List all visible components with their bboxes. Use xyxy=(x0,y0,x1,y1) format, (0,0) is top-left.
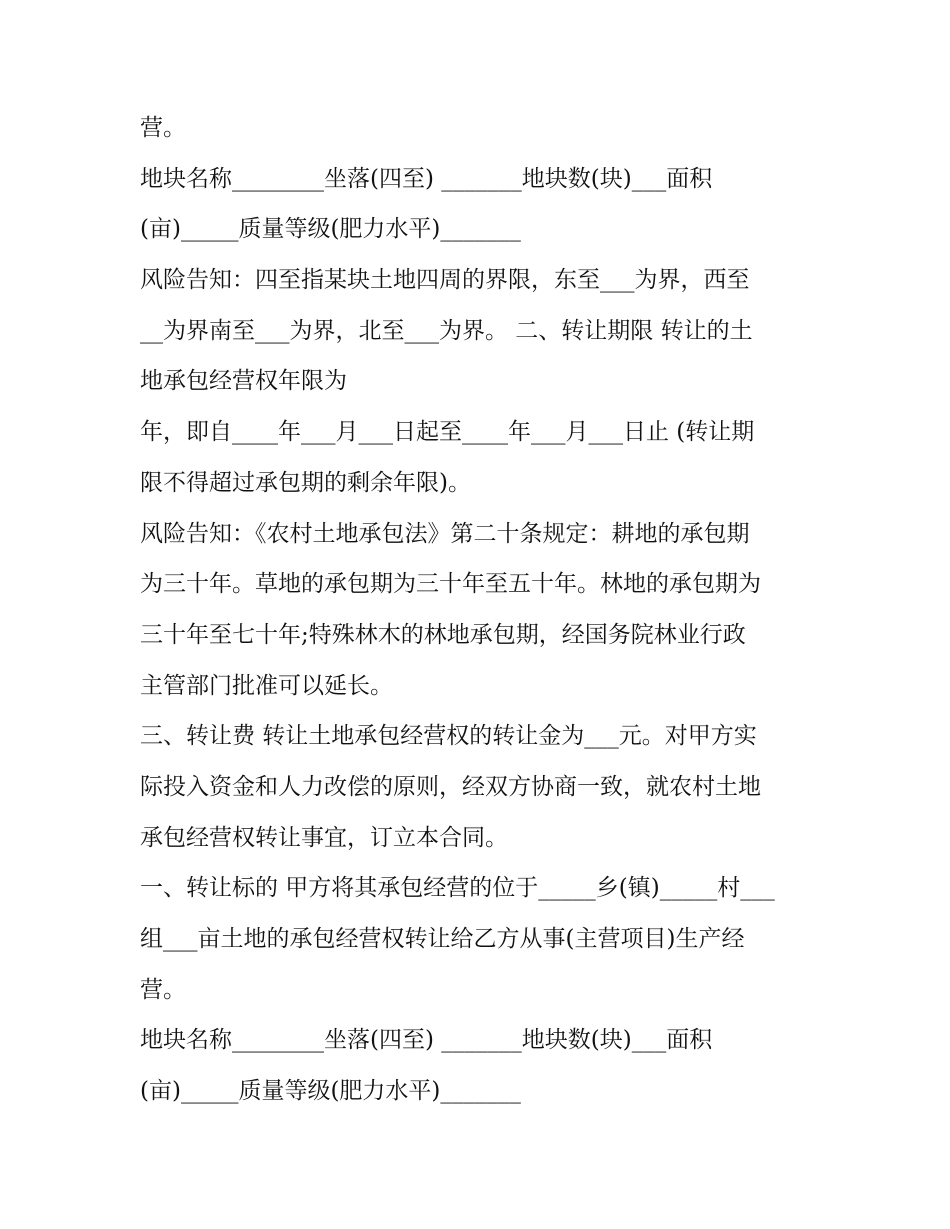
text-line: (亩)_____质量等级(肥力水平)_______ xyxy=(140,216,521,243)
text-line: 承包经营权转让事宜，订立本合同。 xyxy=(140,824,508,851)
text-line: 三十年至七十年;特殊林木的林地承包期，经国务院林业行政 xyxy=(140,621,746,648)
text-line: 一、转让标的 甲方将其承包经营的位于_____乡(镇)_____村___ xyxy=(140,875,775,902)
text-line: 限不得超过承包期的剩余年限)。 xyxy=(140,469,471,496)
text-line: 三、转让费 转让土地承包经营权的转让金为___元。对甲方实 xyxy=(140,723,757,750)
text-line: 组___亩土地的承包经营权转让给乙方从事(主营项目)生产经 xyxy=(140,926,745,952)
text-line: __为界南至___为界，北至___为界。 二、转让期限 转让的土 xyxy=(140,317,753,344)
text-line: 风险告知：四至指某块土地四周的界限，东至___为界，西至 xyxy=(140,267,750,294)
text-line: 为三十年。草地的承包期为三十年至五十年。林地的承包期为 xyxy=(140,571,761,598)
text-line: (亩)_____质量等级(肥力水平)_______ xyxy=(140,1078,521,1105)
document-body xyxy=(140,103,820,1117)
text-line: 地块名称________坐落(四至) _______地块数(块)___面积 xyxy=(140,1027,713,1054)
text-line: 营。 xyxy=(140,976,186,1003)
text-line: 际投入资金和人力改偿的原则，经双方协商一致，就农村土地 xyxy=(140,773,761,800)
text-line: 营。 xyxy=(140,115,186,141)
text-line: 主管部门批准可以延长。 xyxy=(140,672,393,699)
text-line: 年，即自____年___月___日起至____年___月___日止 (转让期 xyxy=(140,419,755,446)
text-line: 地承包经营权年限为 xyxy=(140,368,347,395)
text-line: 地块名称________坐落(四至) _______地块数(块)___面积 xyxy=(140,165,713,192)
text-line: 风险告知：《农村土地承包法》第二十条规定：耕地的承包期 xyxy=(140,520,750,547)
